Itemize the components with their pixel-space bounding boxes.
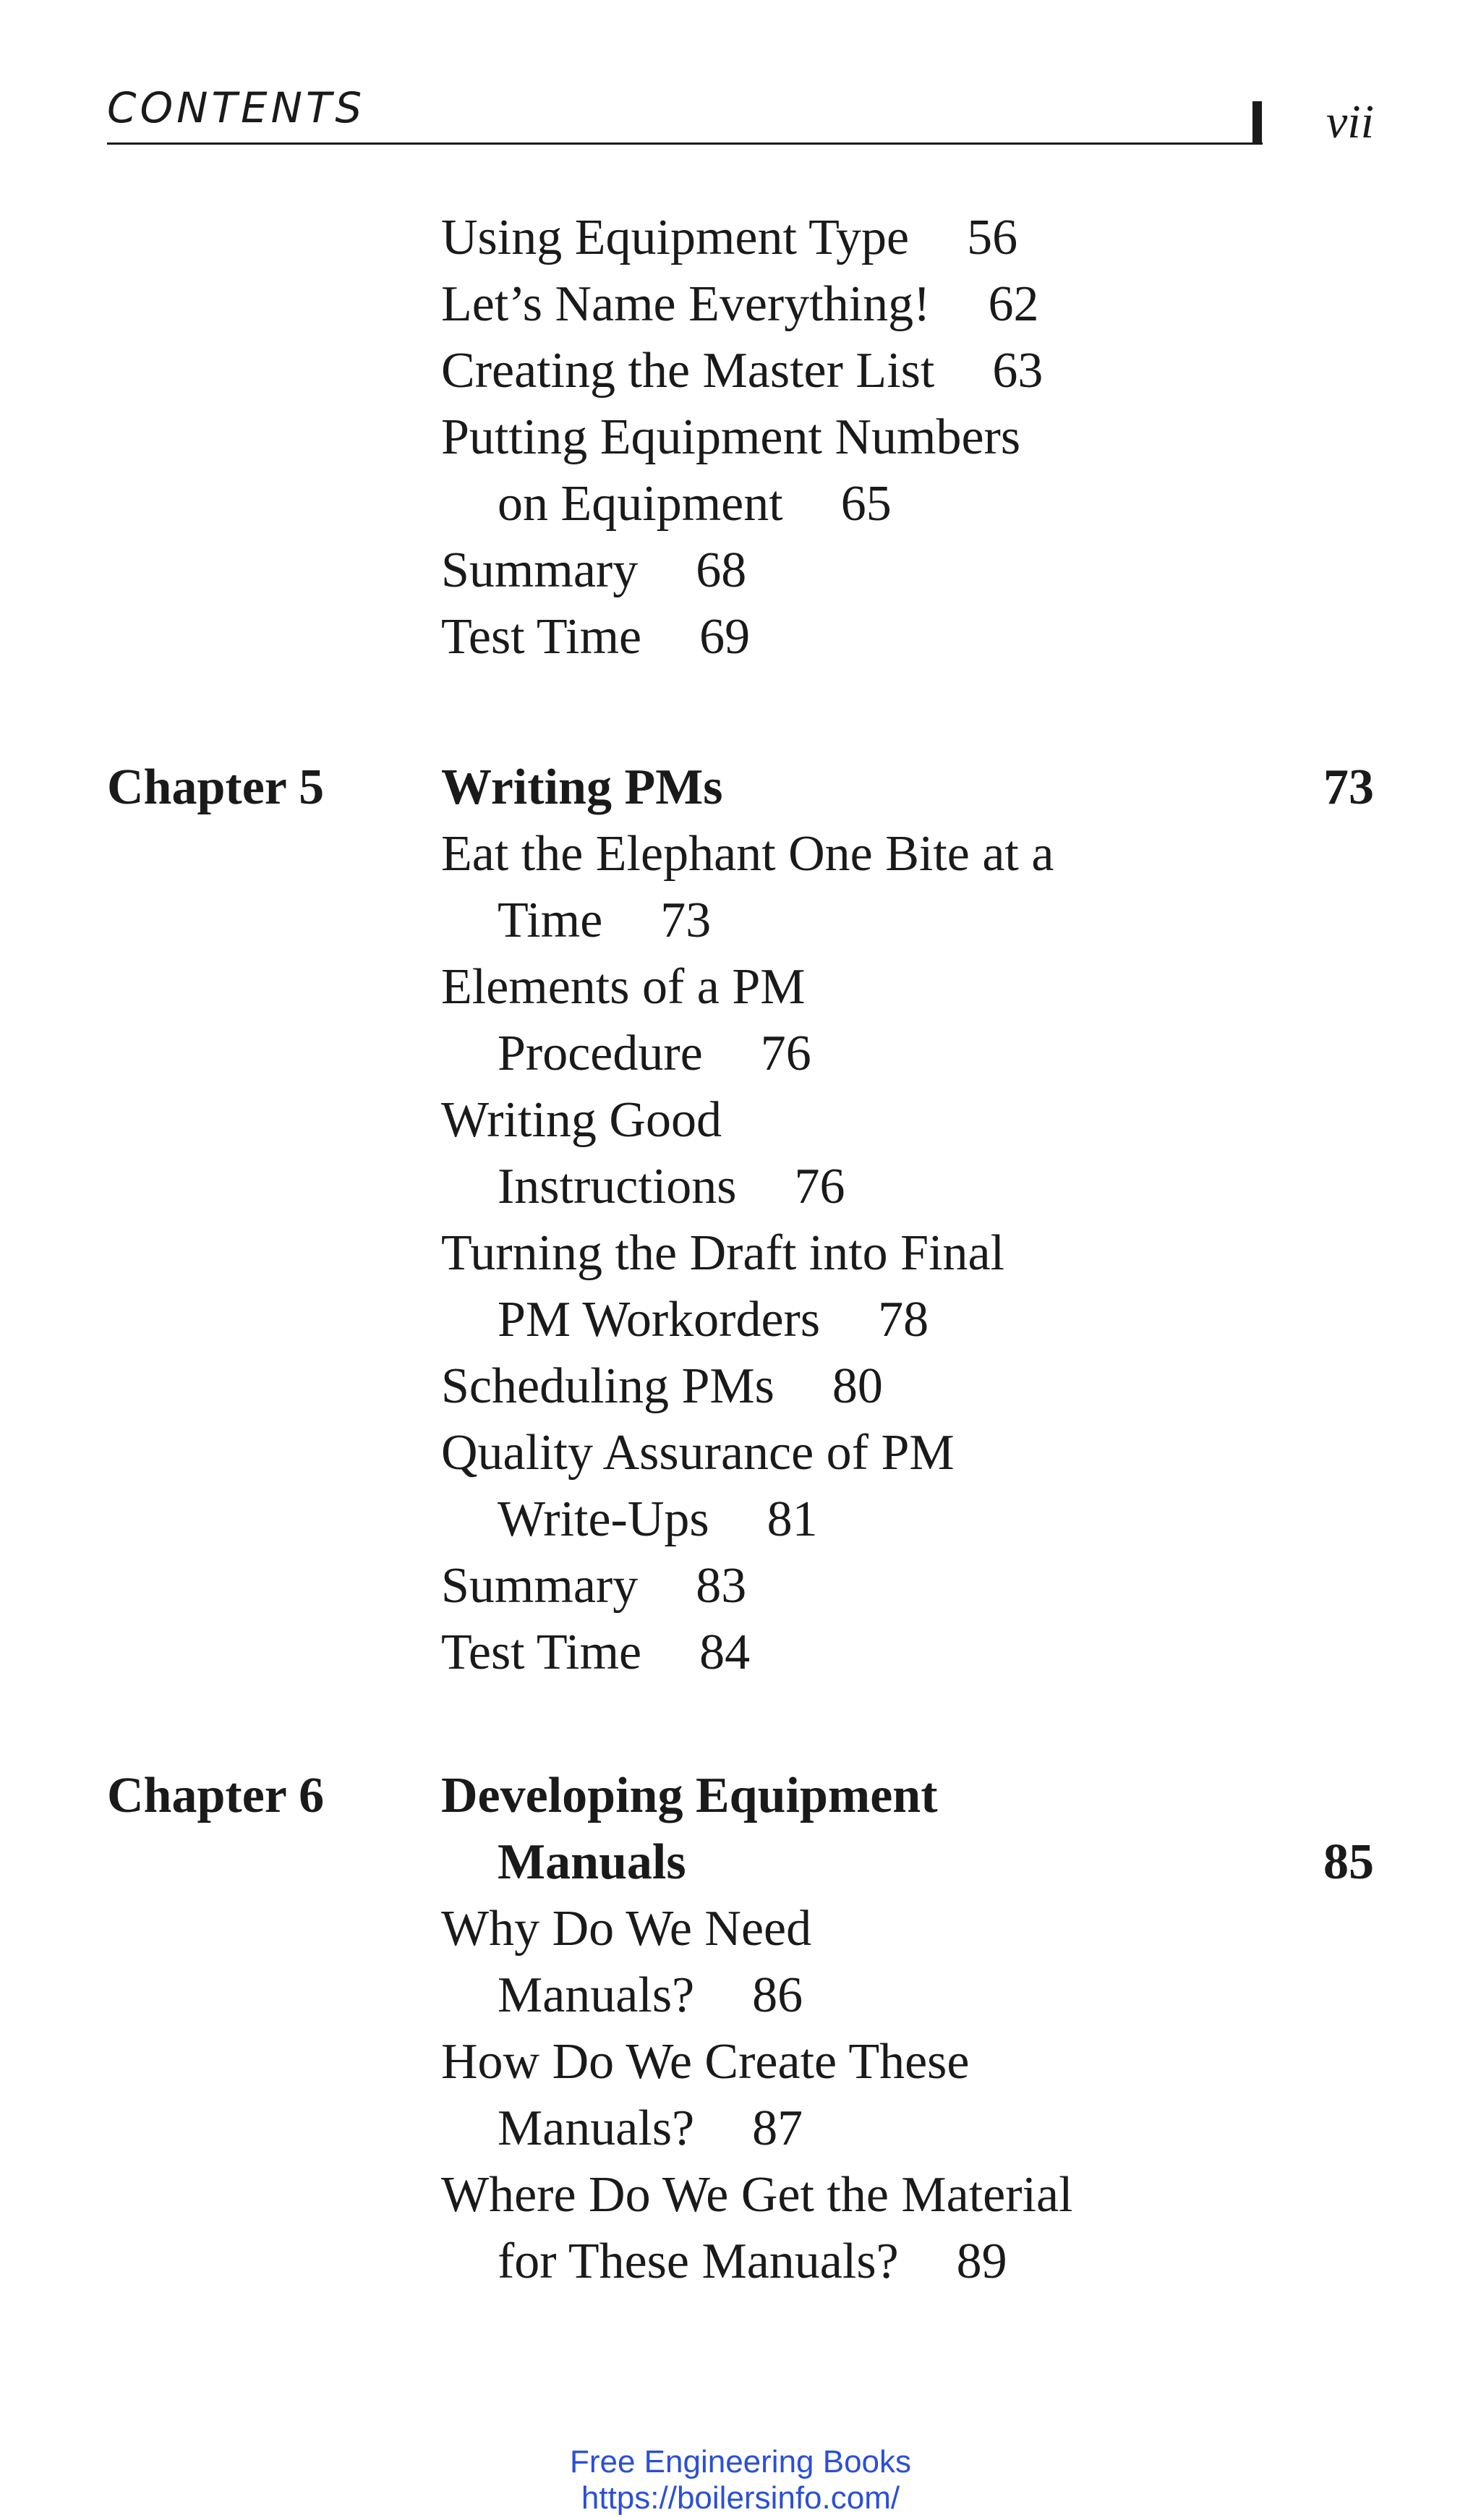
toc-entry-title: Instructions bbox=[498, 1159, 737, 1214]
toc-entry-page: 76 bbox=[794, 1159, 845, 1214]
footer-text-line1: Free Engineering Books bbox=[569, 2444, 912, 2479]
toc-entry bbox=[498, 476, 892, 532]
toc-entry bbox=[441, 542, 747, 598]
toc-entry bbox=[498, 2100, 803, 2156]
toc-entry-page: 65 bbox=[840, 476, 892, 532]
toc-entry-title: Test Time bbox=[441, 1625, 642, 1680]
toc-entry-title-line: Why Do We Need bbox=[441, 1901, 812, 1957]
toc-entry-title: Creating the Master List bbox=[441, 343, 935, 399]
toc-entry-title: Write-Ups bbox=[498, 1491, 709, 1547]
page-number: vii bbox=[1326, 95, 1374, 148]
chapter-6-page: 85 bbox=[1323, 1834, 1374, 1890]
toc-entry-title-line: How Do We Create These bbox=[441, 2034, 970, 2090]
toc-entry-page: 76 bbox=[760, 1026, 811, 1081]
toc-entry-title-line: Quality Assurance of PM bbox=[441, 1425, 955, 1481]
running-header-label: CONTENTS bbox=[107, 83, 366, 132]
chapter-6-title-line2: Manuals bbox=[498, 1834, 686, 1890]
chapter-5-label: Chapter 5 bbox=[107, 759, 325, 815]
chapter-5-title: Writing PMs bbox=[441, 759, 723, 815]
toc-entry-page: 69 bbox=[699, 609, 751, 665]
toc-entry-page: 89 bbox=[956, 2234, 1007, 2289]
toc-entry-page: 63 bbox=[992, 343, 1043, 399]
toc-entry-title: Procedure bbox=[498, 1026, 703, 1081]
header-rule bbox=[107, 142, 1263, 145]
toc-entry-title: Manuals? bbox=[498, 2100, 695, 2156]
toc-entry-title: Using Equipment Type bbox=[441, 210, 910, 265]
toc-entry bbox=[498, 1292, 929, 1348]
toc-entry-page: 68 bbox=[696, 542, 747, 598]
chapter-5-page: 73 bbox=[1323, 759, 1374, 815]
toc-entry bbox=[498, 895, 711, 946]
toc-entry-title-line: Where Do We Get the Material bbox=[441, 2167, 1073, 2223]
toc-entry bbox=[441, 1358, 883, 1414]
toc-entry bbox=[441, 1558, 747, 1614]
toc-entry bbox=[441, 343, 1043, 399]
toc-entry-title-line: Turning the Draft into Final bbox=[441, 1225, 1005, 1281]
toc-entry-title: for These Manuals? bbox=[498, 2234, 899, 2289]
toc-entry-page: 62 bbox=[988, 276, 1039, 332]
toc-entry-title: Time bbox=[498, 893, 603, 948]
footer-link[interactable]: https://boilersinfo.com/ bbox=[581, 2480, 900, 2516]
toc-entry bbox=[441, 1627, 750, 1678]
toc-entry-page: 80 bbox=[832, 1358, 883, 1414]
toc-entry-title: Summary bbox=[441, 1558, 639, 1614]
toc-entry-page: 87 bbox=[752, 2100, 803, 2156]
toc-entry-title: Test Time bbox=[441, 609, 642, 665]
toc-entry-page: 83 bbox=[696, 1558, 747, 1614]
toc-entry bbox=[498, 1967, 803, 2023]
toc-entry-page: 78 bbox=[878, 1292, 929, 1348]
toc-entry bbox=[441, 276, 1039, 332]
toc-entry-title: PM Workorders bbox=[498, 1292, 821, 1348]
toc-entry-page: 73 bbox=[660, 893, 712, 948]
toc-entry bbox=[498, 1491, 818, 1547]
toc-entry-title: on Equipment bbox=[498, 476, 783, 532]
toc-entry-page: 84 bbox=[699, 1625, 751, 1680]
toc-entry-title-line: Putting Equipment Numbers bbox=[441, 409, 1021, 465]
toc-entry-title: Scheduling PMs bbox=[441, 1358, 774, 1414]
toc-entry-page: 56 bbox=[967, 210, 1018, 265]
toc-entry bbox=[498, 2236, 1007, 2287]
toc-entry-page: 81 bbox=[767, 1491, 818, 1547]
toc-entry-title: Summary bbox=[441, 542, 639, 598]
toc-entry-title-line: Writing Good bbox=[441, 1092, 722, 1148]
toc-entry bbox=[441, 210, 1018, 265]
toc-entry bbox=[441, 609, 751, 665]
toc-entry-title: Let’s Name Everything! bbox=[441, 276, 931, 332]
toc-entry bbox=[498, 1159, 845, 1214]
header-bar-mark bbox=[1252, 101, 1262, 143]
chapter-6-title-line1: Developing Equipment bbox=[441, 1768, 938, 1823]
toc-entry-title-line: Elements of a PM bbox=[441, 959, 806, 1015]
toc-entry-page: 86 bbox=[752, 1967, 803, 2023]
chapter-6-label: Chapter 6 bbox=[107, 1768, 325, 1823]
toc-entry-title: Manuals? bbox=[498, 1967, 695, 2023]
toc-entry-title-line: Eat the Elephant One Bite at a bbox=[441, 826, 1054, 882]
toc-entry bbox=[498, 1026, 811, 1081]
